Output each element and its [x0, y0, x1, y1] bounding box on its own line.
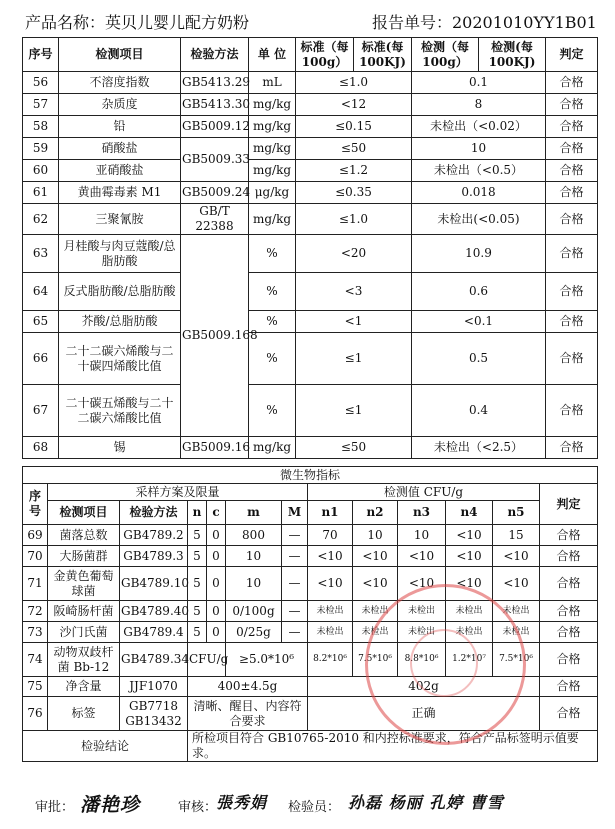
cell-no: 63	[23, 235, 59, 273]
cell-standard: ≤50	[296, 138, 412, 160]
cell-no: 69	[23, 525, 48, 546]
cell-no: 76	[23, 697, 48, 731]
table-row	[23, 525, 598, 546]
table-row	[23, 385, 598, 437]
col-header: 标准（每100g）	[296, 38, 354, 72]
col-header: 单 位	[249, 38, 296, 72]
cell-no: 71	[23, 567, 48, 601]
cell-unit: %	[249, 273, 296, 311]
cell-no: 75	[23, 677, 48, 697]
cell-standard: ≤1	[296, 385, 412, 437]
cell-n: 5	[188, 525, 207, 546]
col-header: 检测（每100g）	[412, 38, 479, 72]
conclusion-label: 检验结论	[23, 731, 188, 762]
cell-M: —	[282, 601, 308, 622]
cell-method: GB4789.2	[120, 525, 188, 546]
cell-item: 阪崎肠杆菌	[48, 601, 120, 622]
cell-result: 合格	[546, 311, 598, 333]
conclusion-text: 所检项目符合 GB10765-2010 和内控标准要求，符合产品标签明示值要求。	[188, 731, 598, 762]
conclusion-row	[23, 731, 598, 762]
cell-item: 亚硝酸盐	[59, 160, 181, 182]
signature-line	[20, 790, 600, 820]
table-row	[23, 437, 598, 459]
cell-n2: <10	[353, 567, 398, 601]
cell-n2: 10	[353, 525, 398, 546]
cell-no: 61	[23, 182, 59, 204]
table-row	[23, 182, 598, 204]
cell-item: 动物双歧杆菌 Bb-12	[48, 643, 120, 677]
cell-unit: %	[249, 235, 296, 273]
cell-standard: ≤1.2	[296, 160, 412, 182]
cell-result: 合格	[546, 235, 598, 273]
cell-value: 0.018	[412, 182, 546, 204]
cell-n5: 未检出	[493, 622, 540, 643]
cell-n5: 未检出	[493, 601, 540, 622]
table-row	[23, 204, 598, 235]
cell-item: 二十碳五烯酸与二十二碳六烯酸比值	[59, 385, 181, 437]
cell-n1: 未检出	[308, 601, 353, 622]
table-row	[23, 567, 598, 601]
cell-method: GB4789.40	[120, 601, 188, 622]
cell-value: 正确	[308, 697, 540, 731]
cell-no: 64	[23, 273, 59, 311]
table-row	[23, 273, 598, 311]
cell-item: 锡	[59, 437, 181, 459]
cell-n: 5	[188, 546, 207, 567]
cell-item: 沙门氏菌	[48, 622, 120, 643]
col-header: n5	[493, 501, 540, 525]
cell-m: 0/25g	[226, 622, 282, 643]
cell-standard: ≤0.35	[296, 182, 412, 204]
review-signature: 張秀娟	[216, 793, 268, 812]
cell-result: 合格	[540, 622, 598, 643]
cell-n3: <10	[398, 546, 446, 567]
cell-n2: 7.5*10⁶	[353, 643, 398, 677]
cell-n3: 8.8*10⁶	[398, 643, 446, 677]
cell-result: 合格	[546, 94, 598, 116]
table-header-row	[23, 38, 598, 72]
cell-unit: μg/kg	[249, 182, 296, 204]
cell-n1: 未检出	[308, 622, 353, 643]
col-group-header: 检测值 CFU/g	[308, 484, 540, 501]
cell-n5: <10	[493, 546, 540, 567]
cell-n3: 10	[398, 525, 446, 546]
table-title: 微生物指标	[23, 467, 598, 484]
cell-result: 合格	[546, 333, 598, 385]
cell-n2: 未检出	[353, 601, 398, 622]
table-row	[23, 333, 598, 385]
cell-no: 73	[23, 622, 48, 643]
cell-result: 合格	[540, 567, 598, 601]
cell-n2: <10	[353, 546, 398, 567]
cell-unit: mg/kg	[249, 437, 296, 459]
cell-c: 0	[207, 601, 226, 622]
cell-no: 74	[23, 643, 48, 677]
cell-no: 62	[23, 204, 59, 235]
cell-no: 67	[23, 385, 59, 437]
cell-no: 68	[23, 437, 59, 459]
cell-value: 未检出（<0.5）	[412, 160, 546, 182]
col-header: n	[188, 501, 207, 525]
review-label: 审核：	[178, 800, 218, 815]
cell-n4: <10	[446, 525, 493, 546]
inspector-label: 检验员：	[288, 800, 341, 815]
cell-item: 大肠菌群	[48, 546, 120, 567]
cell-n: 5	[188, 567, 207, 601]
cell-item: 金黄色葡萄球菌	[48, 567, 120, 601]
cell-standard: ≤0.15	[296, 116, 412, 138]
table-row	[23, 311, 598, 333]
table-row	[23, 677, 598, 697]
col-header: 序号	[23, 484, 48, 525]
table-row	[23, 697, 598, 731]
cell-M: —	[282, 622, 308, 643]
cell-item: 月桂酸与肉豆蔻酸/总脂肪酸	[59, 235, 181, 273]
cell-method: JJF1070	[120, 677, 188, 697]
cell-result: 合格	[540, 546, 598, 567]
table-row	[23, 116, 598, 138]
cell-c: 0	[207, 622, 226, 643]
report-header	[0, 6, 615, 36]
cell-m: 0/100g	[226, 601, 282, 622]
cell-n2: 未检出	[353, 622, 398, 643]
cell-n1: <10	[308, 567, 353, 601]
cell-limit: 400±4.5g	[188, 677, 308, 697]
cell-unit: mg/kg	[249, 94, 296, 116]
cell-n1: 8.2*10⁶	[308, 643, 353, 677]
cell-unit: mL	[249, 72, 296, 94]
cell-unit: %	[249, 333, 296, 385]
product-name: 产品名称：英贝儿婴儿配方奶粉	[25, 13, 250, 32]
cell-n4: <10	[446, 567, 493, 601]
cell-n4: 1.2*10⁷	[446, 643, 493, 677]
cell-item: 反式脂肪酸/总脂肪酸	[59, 273, 181, 311]
cell-method: GB5009.168	[181, 235, 249, 437]
table-row	[23, 72, 598, 94]
cell-value: 10	[412, 138, 546, 160]
approve-label: 审批：	[35, 800, 75, 815]
cell-limit: 清晰、醒目、内容符合要求	[188, 697, 308, 731]
cell-no: 59	[23, 138, 59, 160]
cell-result: 合格	[540, 643, 598, 677]
cell-item: 净含量	[48, 677, 120, 697]
cell-no: 56	[23, 72, 59, 94]
cell-n4: 未检出	[446, 601, 493, 622]
cell-item: 菌落总数	[48, 525, 120, 546]
cell-method: GB5009.24	[181, 182, 249, 204]
cell-item: 芥酸/总脂肪酸	[59, 311, 181, 333]
col-header: n2	[353, 501, 398, 525]
cell-standard: <3	[296, 273, 412, 311]
cell-n5: 7.5*10⁶	[493, 643, 540, 677]
cell-n: 5	[188, 622, 207, 643]
col-header: n1	[308, 501, 353, 525]
col-header: m	[226, 501, 282, 525]
cell-M: —	[282, 525, 308, 546]
table-header-row	[23, 501, 598, 525]
cell-item: 标签	[48, 697, 120, 731]
cell-result: 合格	[540, 525, 598, 546]
cell-value: 未检出（<2.5）	[412, 437, 546, 459]
col-header: n3	[398, 501, 446, 525]
cell-method: GB5413.30	[181, 94, 249, 116]
cell-method: GB4789.3	[120, 546, 188, 567]
cell-no: 66	[23, 333, 59, 385]
cell-result: 合格	[546, 273, 598, 311]
table-row	[23, 622, 598, 643]
cell-result: 合格	[546, 182, 598, 204]
table-row	[23, 235, 598, 273]
cell-method: GB/T 22388	[181, 204, 249, 235]
table-row	[23, 643, 598, 677]
col-header: 检验方法	[120, 501, 188, 525]
col-header: 检测项目	[48, 501, 120, 525]
cell-n4: 未检出	[446, 622, 493, 643]
cell-result: 合格	[546, 116, 598, 138]
table-subheader-row	[23, 484, 598, 501]
table-row	[23, 601, 598, 622]
cell-no: 58	[23, 116, 59, 138]
cell-result: 合格	[540, 697, 598, 731]
cell-unit: mg/kg	[249, 160, 296, 182]
report-number: 报告单号：20201010YY1B01	[372, 13, 597, 32]
cell-item: 不溶度指数	[59, 72, 181, 94]
cell-n: 5	[188, 601, 207, 622]
cell-n5: <10	[493, 567, 540, 601]
cell-method: GB5009.33	[181, 138, 249, 182]
cell-value: 0.6	[412, 273, 546, 311]
col-group-header: 采样方案及限量	[48, 484, 308, 501]
cell-method: GB4789.4	[120, 622, 188, 643]
cell-no: 72	[23, 601, 48, 622]
col-header: c	[207, 501, 226, 525]
cell-value: <0.1	[412, 311, 546, 333]
cell-unit: mg/kg	[249, 138, 296, 160]
cell-m: ≥5.0*10⁶	[226, 643, 308, 677]
table-row	[23, 94, 598, 116]
cell-value: 10.9	[412, 235, 546, 273]
cell-standard: <1	[296, 311, 412, 333]
cell-M: —	[282, 546, 308, 567]
col-header: 检验方法	[181, 38, 249, 72]
cell-n1: <10	[308, 546, 353, 567]
cell-item: 铅	[59, 116, 181, 138]
cell-value: 0.4	[412, 385, 546, 437]
cell-method: GB4789.10	[120, 567, 188, 601]
cell-standard: <12	[296, 94, 412, 116]
cell-result: 合格	[540, 601, 598, 622]
table-row	[23, 546, 598, 567]
cell-unit: %	[249, 311, 296, 333]
cell-standard: ≤1.0	[296, 204, 412, 235]
micro-test-table	[22, 466, 598, 762]
cell-result: 合格	[546, 437, 598, 459]
cell-M: —	[282, 567, 308, 601]
table-row	[23, 138, 598, 160]
cell-result: 合格	[546, 138, 598, 160]
cell-method: GB4789.34	[120, 643, 188, 677]
cell-method: GB5009.12	[181, 116, 249, 138]
cell-item: 黄曲霉毒素 M1	[59, 182, 181, 204]
cell-item: 二十二碳六烯酸与二十碳四烯酸比值	[59, 333, 181, 385]
cell-n5: 15	[493, 525, 540, 546]
col-header: M	[282, 501, 308, 525]
inspector-signatures: 孙磊 杨丽 孔婷 曹雪	[348, 793, 504, 812]
cell-result: 合格	[546, 72, 598, 94]
cell-no: 70	[23, 546, 48, 567]
cell-value: 0.1	[412, 72, 546, 94]
cell-item: 杂质度	[59, 94, 181, 116]
cell-item: 三聚氰胺	[59, 204, 181, 235]
cell-result: 合格	[546, 160, 598, 182]
cell-no: 57	[23, 94, 59, 116]
cell-n3: 未检出	[398, 622, 446, 643]
cell-unit: CFU/g	[188, 643, 226, 677]
cell-standard: ≤50	[296, 437, 412, 459]
col-header: 检测项目	[59, 38, 181, 72]
cell-n4: <10	[446, 546, 493, 567]
approve-signature: 潘艳珍	[80, 794, 141, 816]
cell-m: 10	[226, 567, 282, 601]
cell-no: 60	[23, 160, 59, 182]
table-row	[23, 160, 598, 182]
cell-no: 65	[23, 311, 59, 333]
col-header: 判定	[540, 484, 598, 525]
col-header: n4	[446, 501, 493, 525]
cell-n1: 70	[308, 525, 353, 546]
cell-value: 未检出(<0.05)	[412, 204, 546, 235]
cell-c: 0	[207, 525, 226, 546]
cell-m: 800	[226, 525, 282, 546]
cell-standard: <20	[296, 235, 412, 273]
cell-unit: %	[249, 385, 296, 437]
table-title-row	[23, 467, 598, 484]
cell-standard: ≤1	[296, 333, 412, 385]
col-header: 序号	[23, 38, 59, 72]
cell-method: GB5413.29	[181, 72, 249, 94]
col-header: 标准(每100KJ)	[354, 38, 412, 72]
cell-value: 未检出（<0.02）	[412, 116, 546, 138]
cell-n3: <10	[398, 567, 446, 601]
cell-c: 0	[207, 567, 226, 601]
cell-result: 合格	[546, 204, 598, 235]
col-header: 判定	[546, 38, 598, 72]
cell-result: 合格	[546, 385, 598, 437]
col-header: 检测(每100KJ)	[479, 38, 546, 72]
cell-result: 合格	[540, 677, 598, 697]
cell-unit: mg/kg	[249, 204, 296, 235]
cell-value: 402g	[308, 677, 540, 697]
cell-unit: mg/kg	[249, 116, 296, 138]
cell-value: 8	[412, 94, 546, 116]
cell-item: 硝酸盐	[59, 138, 181, 160]
cell-standard: ≤1.0	[296, 72, 412, 94]
cell-m: 10	[226, 546, 282, 567]
cell-n3: 未检出	[398, 601, 446, 622]
chem-test-table	[22, 37, 598, 459]
cell-method: GB7718 GB13432	[120, 697, 188, 731]
cell-method: GB5009.16	[181, 437, 249, 459]
cell-c: 0	[207, 546, 226, 567]
cell-value: 0.5	[412, 333, 546, 385]
